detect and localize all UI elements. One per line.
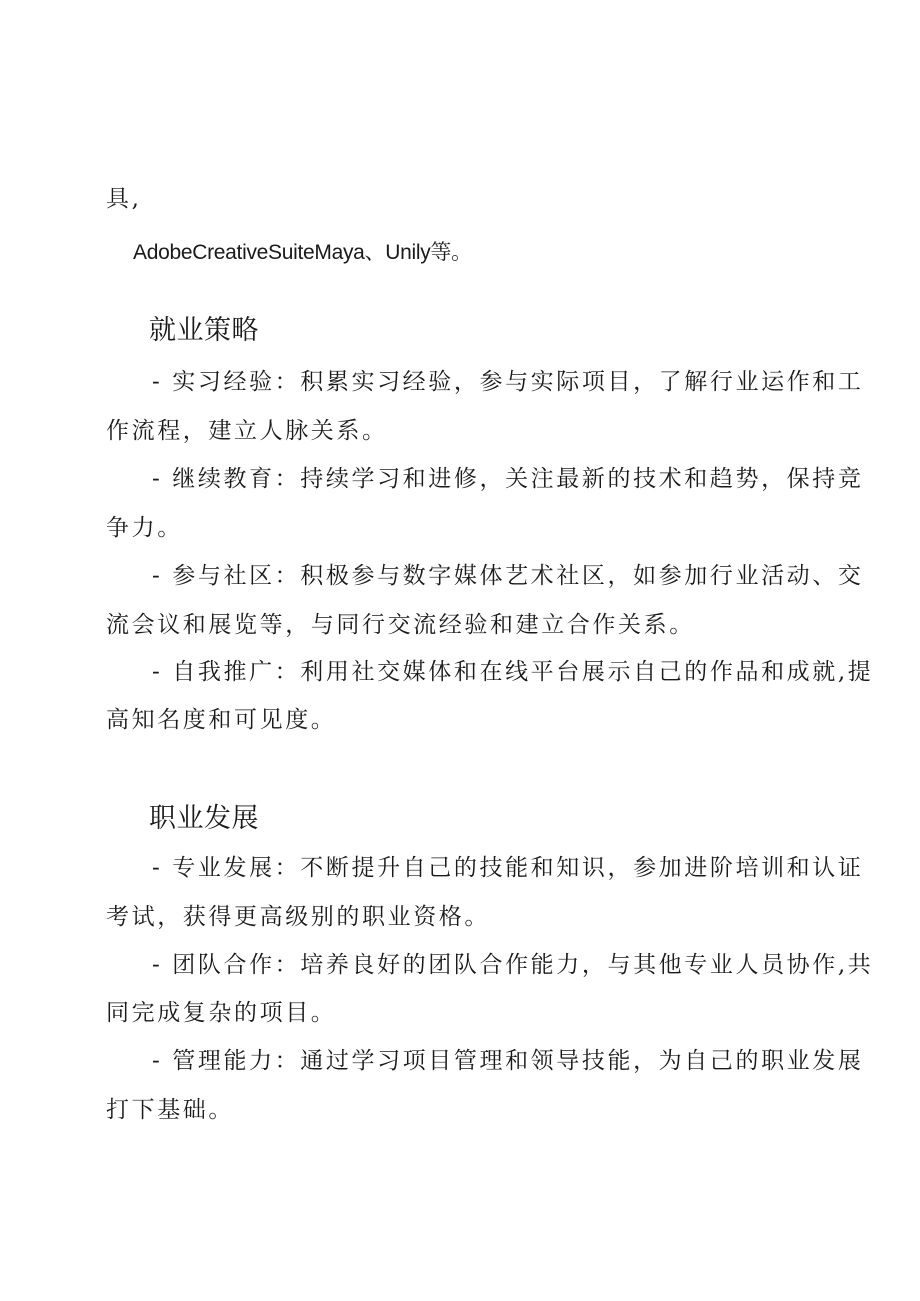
list-item-line: 流会议和展览等，与同行交流经验和建立合作关系。 [106, 612, 695, 638]
list-item-line: - 自我推广：利用社交媒体和在线平台展示自己的作品和成就,提 [152, 659, 874, 685]
intro-software-list: AdobeCreativeSuiteMaya、Unily等。 [133, 241, 472, 264]
section-heading-employment-strategy: 就业策略 [149, 315, 259, 346]
list-item-line: - 参与社区：积极参与数字媒体艺术社区，如参加行业活动、交 [152, 563, 864, 589]
list-item-line: - 继续教育：持续学习和进修，关注最新的技术和趋势，保持竞 [152, 466, 864, 492]
list-item-line: 考试，获得更高级别的职业资格。 [106, 904, 490, 930]
list-item-line: - 团队合作：培养良好的团队合作能力，与其他专业人员协作,共 [152, 952, 874, 978]
list-item-line: - 管理能力：通过学习项目管理和领导技能，为自己的职业发展 [152, 1048, 864, 1074]
list-item-line: 打下基础。 [106, 1097, 234, 1123]
list-item-line: - 专业发展：不断提升自己的技能和知识，参加进阶培训和认证 [152, 855, 864, 881]
intro-line-1: 具, [106, 186, 142, 212]
list-item-line: - 实习经验：积累实习经验，参与实际项目，了解行业运作和工 [152, 369, 864, 395]
list-item-line: 同完成复杂的项目。 [106, 1000, 337, 1026]
list-item-line: 高知名度和可见度。 [106, 707, 337, 733]
section-heading-career-development: 职业发展 [149, 803, 259, 834]
list-item-line: 争力。 [106, 515, 183, 541]
list-item-line: 作流程，建立人脉关系。 [106, 418, 388, 444]
